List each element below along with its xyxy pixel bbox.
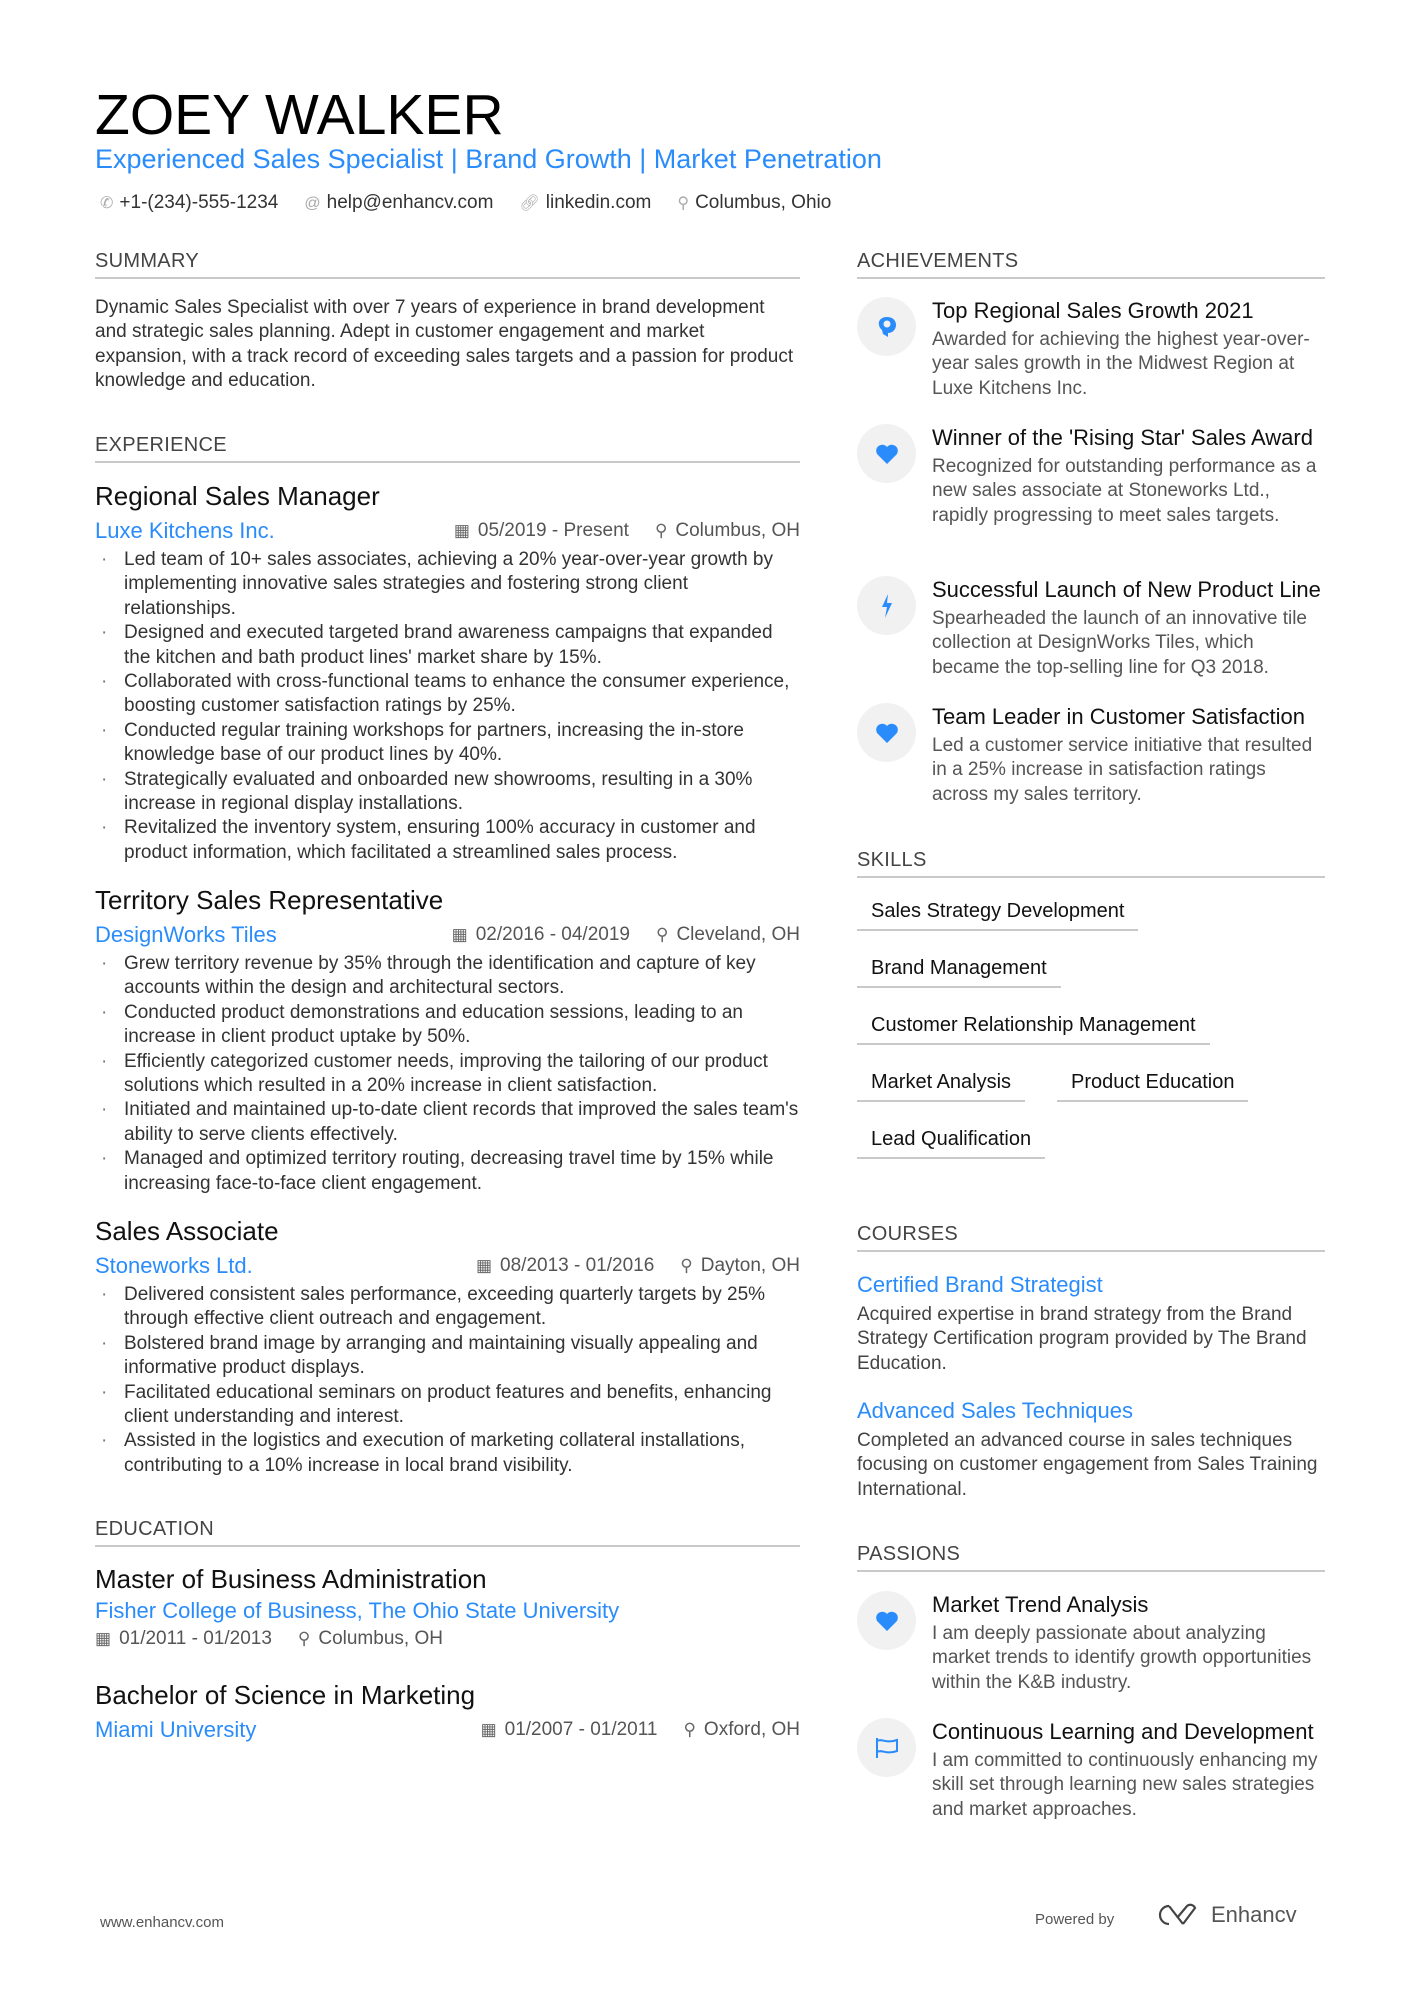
- job-entry: [95, 479, 800, 865]
- bullet-item: · Conducted product demonstrations and education sessions, leading to an increase in client product uptake by 50%.: [95, 1001, 800, 1050]
- bullet-item: · Designed and executed targeted brand awareness campaigns that expanded the kitchen and bath product lines' market share by 15%.: [95, 621, 800, 670]
- bullet-item: · Delivered consistent sales performance, exceeding quarterly targets by 25% through effective client outreach and engagement.: [95, 1283, 800, 1332]
- job-entry: [95, 883, 800, 1196]
- courses-section: [857, 1223, 1325, 1252]
- location-pin-icon: ⚲: [683, 1720, 696, 1739]
- job-dates: [454, 520, 629, 542]
- section-heading: EXPERIENCE: [95, 434, 800, 463]
- location-text: Columbus, OH: [318, 1628, 443, 1649]
- location-text: Columbus, Ohio: [695, 192, 832, 213]
- course-description: Acquired expertise in brand strategy from the Brand Strategy Certification program provided by The Brand Education.: [857, 1304, 1307, 1374]
- item-title: Top Regional Sales Growth 2021: [932, 298, 1254, 323]
- bullet-item: · Initiated and maintained up-to-date client records that improved the sales team's ability to serve clients effectively.: [95, 1098, 800, 1147]
- item-title: Successful Launch of New Product Line: [932, 577, 1321, 602]
- education-entry: [95, 1678, 800, 1746]
- section-heading: SUMMARY: [95, 250, 800, 279]
- footer-powered-by: Powered by: [1035, 1911, 1115, 1928]
- item-description: Spearheaded the launch of an innovative tile collection at DesignWorks Tiles, which became the top-selling line for Q3 2018.: [932, 608, 1307, 678]
- location-pin-icon: ⚲: [654, 521, 668, 540]
- item-title: Team Leader in Customer Satisfaction: [932, 704, 1305, 729]
- summary-section: [95, 250, 800, 394]
- bullet-item: · Assisted in the logistics and execution of marketing collateral installations, contributing to a 10% increase in local brand visibility.: [95, 1429, 800, 1478]
- passions-list: [857, 1591, 1325, 1891]
- contact-link[interactable]: [519, 192, 651, 214]
- job-location: [680, 1255, 800, 1277]
- job-bullets: [95, 1283, 800, 1478]
- course-title: Certified Brand Strategist: [857, 1272, 1103, 1297]
- location-pin-icon: ⚲: [680, 1256, 693, 1275]
- achievements-list: [857, 297, 1325, 817]
- skill-tag: Brand Management: [857, 957, 1061, 988]
- experience-section: [95, 434, 800, 463]
- course-description: Completed an advanced course in sales techniques focusing on customer engagement from Sales Training International.: [857, 1430, 1318, 1500]
- calendar-icon: ▦: [451, 925, 468, 944]
- phone-text: +1-(234)-555-1234: [119, 192, 279, 213]
- section-heading: SKILLS: [857, 849, 1325, 878]
- achievements-section: [857, 250, 1325, 279]
- footer-website[interactable]: www.enhancv.com: [100, 1914, 224, 1931]
- job-location: [655, 520, 800, 542]
- skill-tag: Customer Relationship Management: [857, 1014, 1210, 1045]
- enhancv-logo: [1153, 1902, 1297, 1928]
- degree-title: Bachelor of Science in Marketing: [95, 1680, 476, 1710]
- item-title: Winner of the 'Rising Star' Sales Award: [932, 425, 1313, 450]
- phone-icon: ✆: [100, 195, 114, 212]
- job-bullets: [95, 952, 800, 1196]
- calendar-icon: ▦: [475, 1256, 493, 1275]
- link-icon: 🔗︎: [519, 195, 540, 212]
- job-bullets: [95, 548, 800, 865]
- bullet-item: · Facilitated educational seminars on product features and benefits, enhancing client understanding and interest.: [95, 1381, 800, 1430]
- item-description: Led a customer service initiative that resulted in a 25% increase in satisfaction ratings across my sales territory.: [932, 735, 1313, 805]
- bullet-item: · Grew territory revenue by 35% through the identification and capture of key accounts within the design and architectural sectors.: [95, 952, 800, 1001]
- location-pin-icon: ⚲: [297, 1629, 311, 1648]
- achievements-item: [857, 703, 1325, 807]
- dates-text: 05/2019 - Present: [477, 520, 629, 541]
- bullet-item: · Managed and optimized territory routing, decreasing travel time by 15% while increasing face-to-face client engagement.: [95, 1147, 800, 1196]
- brain-icon: [857, 297, 916, 356]
- passions-item: [857, 1718, 1325, 1822]
- edu-dates: [95, 1628, 272, 1650]
- job-entry: [95, 1214, 800, 1478]
- summary-text: Dynamic Sales Specialist with over 7 years of experience in brand development and strategic sales planning. Adept in customer engagement and market expansion, with a track record of exceeding sales targets and a passion for product knowledge and education.: [95, 297, 794, 392]
- education-entry: [95, 1562, 800, 1650]
- school-name: Fisher College of Business, The Ohio State University: [95, 1598, 620, 1623]
- item-title: Market Trend Analysis: [932, 1592, 1149, 1617]
- company-name[interactable]: Stoneworks Ltd.: [95, 1253, 253, 1278]
- heart-icon: [857, 424, 916, 483]
- skill-tag: Lead Qualification: [857, 1128, 1045, 1159]
- section-heading: EDUCATION: [95, 1518, 800, 1547]
- enhancv-logo-icon: [1153, 1902, 1201, 1928]
- candidate-headline: Experienced Sales Specialist | Brand Growth | Market Penetration: [95, 144, 882, 174]
- bullet-item: · Led team of 10+ sales associates, achieving a 20% year-over-year growth by implementing innovative sales strategies and fostering strong client relationships.: [95, 548, 800, 621]
- passions-item: [857, 1591, 1325, 1695]
- company-name[interactable]: Luxe Kitchens Inc.: [95, 518, 275, 543]
- calendar-icon: ▦: [453, 521, 470, 540]
- achievements-item: [857, 297, 1325, 401]
- calendar-icon: ▦: [95, 1629, 112, 1648]
- school-name: Miami University: [95, 1717, 257, 1742]
- contact-bar: [100, 192, 831, 214]
- course-item: [857, 1271, 1325, 1376]
- edu-dates: [481, 1719, 658, 1741]
- bullet-item: · Efficiently categorized customer needs, improving the tailoring of our product solutions which resulted in a 20% increase in client satisfaction.: [95, 1050, 800, 1099]
- location-text: Dayton, OH: [700, 1255, 800, 1276]
- item-description: I am committed to continuously enhancing my skill set through learning new sales strategies and market approaches.: [932, 1750, 1318, 1820]
- email-text[interactable]: help@enhancv.com: [326, 192, 494, 213]
- skill-tag: Market Analysis: [857, 1071, 1025, 1102]
- location-text: Oxford, OH: [703, 1719, 800, 1740]
- bullet-item: · Strategically evaluated and onboarded new showrooms, resulting in a 30% increase in regional display installations.: [95, 768, 800, 817]
- dates-text: 02/2016 - 04/2019: [475, 924, 630, 945]
- achievements-item: [857, 424, 1325, 528]
- location-pin-icon: ⚲: [677, 195, 690, 212]
- bullet-item: · Bolstered brand image by arranging and maintaining visually appealing and informative product displays.: [95, 1332, 800, 1381]
- job-title: Regional Sales Manager: [95, 481, 380, 511]
- location-pin-icon: ⚲: [655, 925, 669, 944]
- job-dates: [476, 1255, 654, 1277]
- section-heading: ACHIEVEMENTS: [857, 250, 1325, 279]
- achievements-item: [857, 576, 1325, 680]
- bullet-item: · Collaborated with cross-functional teams to enhance the consumer experience, boosting customer satisfaction ratings by 25%.: [95, 670, 800, 719]
- item-description: I am deeply passionate about analyzing market trends to identify growth opportunities within the K&B industry.: [932, 1623, 1312, 1693]
- contact-email[interactable]: [304, 192, 493, 214]
- item-description: Awarded for achieving the highest year-over-year sales growth in the Midwest Region at Luxe Kitchens Inc.: [932, 329, 1310, 399]
- contact-location: [677, 192, 831, 214]
- location-text: Cleveland, OH: [676, 924, 800, 945]
- skills-section: [857, 849, 1325, 878]
- bullet-item: · Revitalized the inventory system, ensuring 100% accuracy in customer and product information, which facilitated a streamlined sales process.: [95, 816, 800, 865]
- enhancv-wordmark: Enhancv: [1211, 1902, 1297, 1927]
- bolt-icon: [857, 576, 916, 635]
- heart-icon: [857, 703, 916, 762]
- candidate-name: ZOEY WALKER: [95, 83, 504, 147]
- edu-location: [683, 1719, 800, 1741]
- section-heading: COURSES: [857, 1223, 1325, 1252]
- degree-title: Master of Business Administration: [95, 1564, 487, 1594]
- course-item: [857, 1397, 1325, 1502]
- item-description: Recognized for outstanding performance as a new sales associate at Stoneworks Ltd., rapidly progressing to meet sales targets.: [932, 456, 1317, 526]
- edu-location: [298, 1628, 443, 1650]
- skill-tag: Sales Strategy Development: [857, 900, 1138, 931]
- calendar-icon: ▦: [480, 1720, 497, 1739]
- dates-text: 01/2011 - 01/2013: [119, 1628, 272, 1649]
- job-title: Territory Sales Representative: [95, 885, 444, 915]
- skill-tag: Product Education: [1057, 1071, 1248, 1102]
- job-dates: [452, 924, 630, 946]
- skills-list: [857, 900, 1325, 1180]
- at-icon: @: [304, 195, 321, 212]
- course-title: Advanced Sales Techniques: [857, 1398, 1134, 1423]
- company-name[interactable]: DesignWorks Tiles: [95, 922, 277, 947]
- contact-phone: [100, 192, 278, 214]
- job-location: [656, 924, 800, 946]
- section-heading: PASSIONS: [857, 1543, 1325, 1572]
- passions-section: [857, 1543, 1325, 1572]
- dates-text: 01/2007 - 01/2011: [504, 1719, 658, 1740]
- job-title: Sales Associate: [95, 1216, 279, 1246]
- dates-text: 08/2013 - 01/2016: [500, 1255, 655, 1276]
- link-text[interactable]: linkedin.com: [545, 192, 652, 213]
- education-section: [95, 1518, 800, 1547]
- item-title: Continuous Learning and Development: [932, 1719, 1314, 1744]
- heart-icon: [857, 1591, 916, 1650]
- bullet-item: · Conducted regular training workshops for partners, increasing the in-store knowledge base of our product lines by 40%.: [95, 719, 800, 768]
- location-text: Columbus, OH: [675, 520, 800, 541]
- flag-icon: [857, 1718, 916, 1777]
